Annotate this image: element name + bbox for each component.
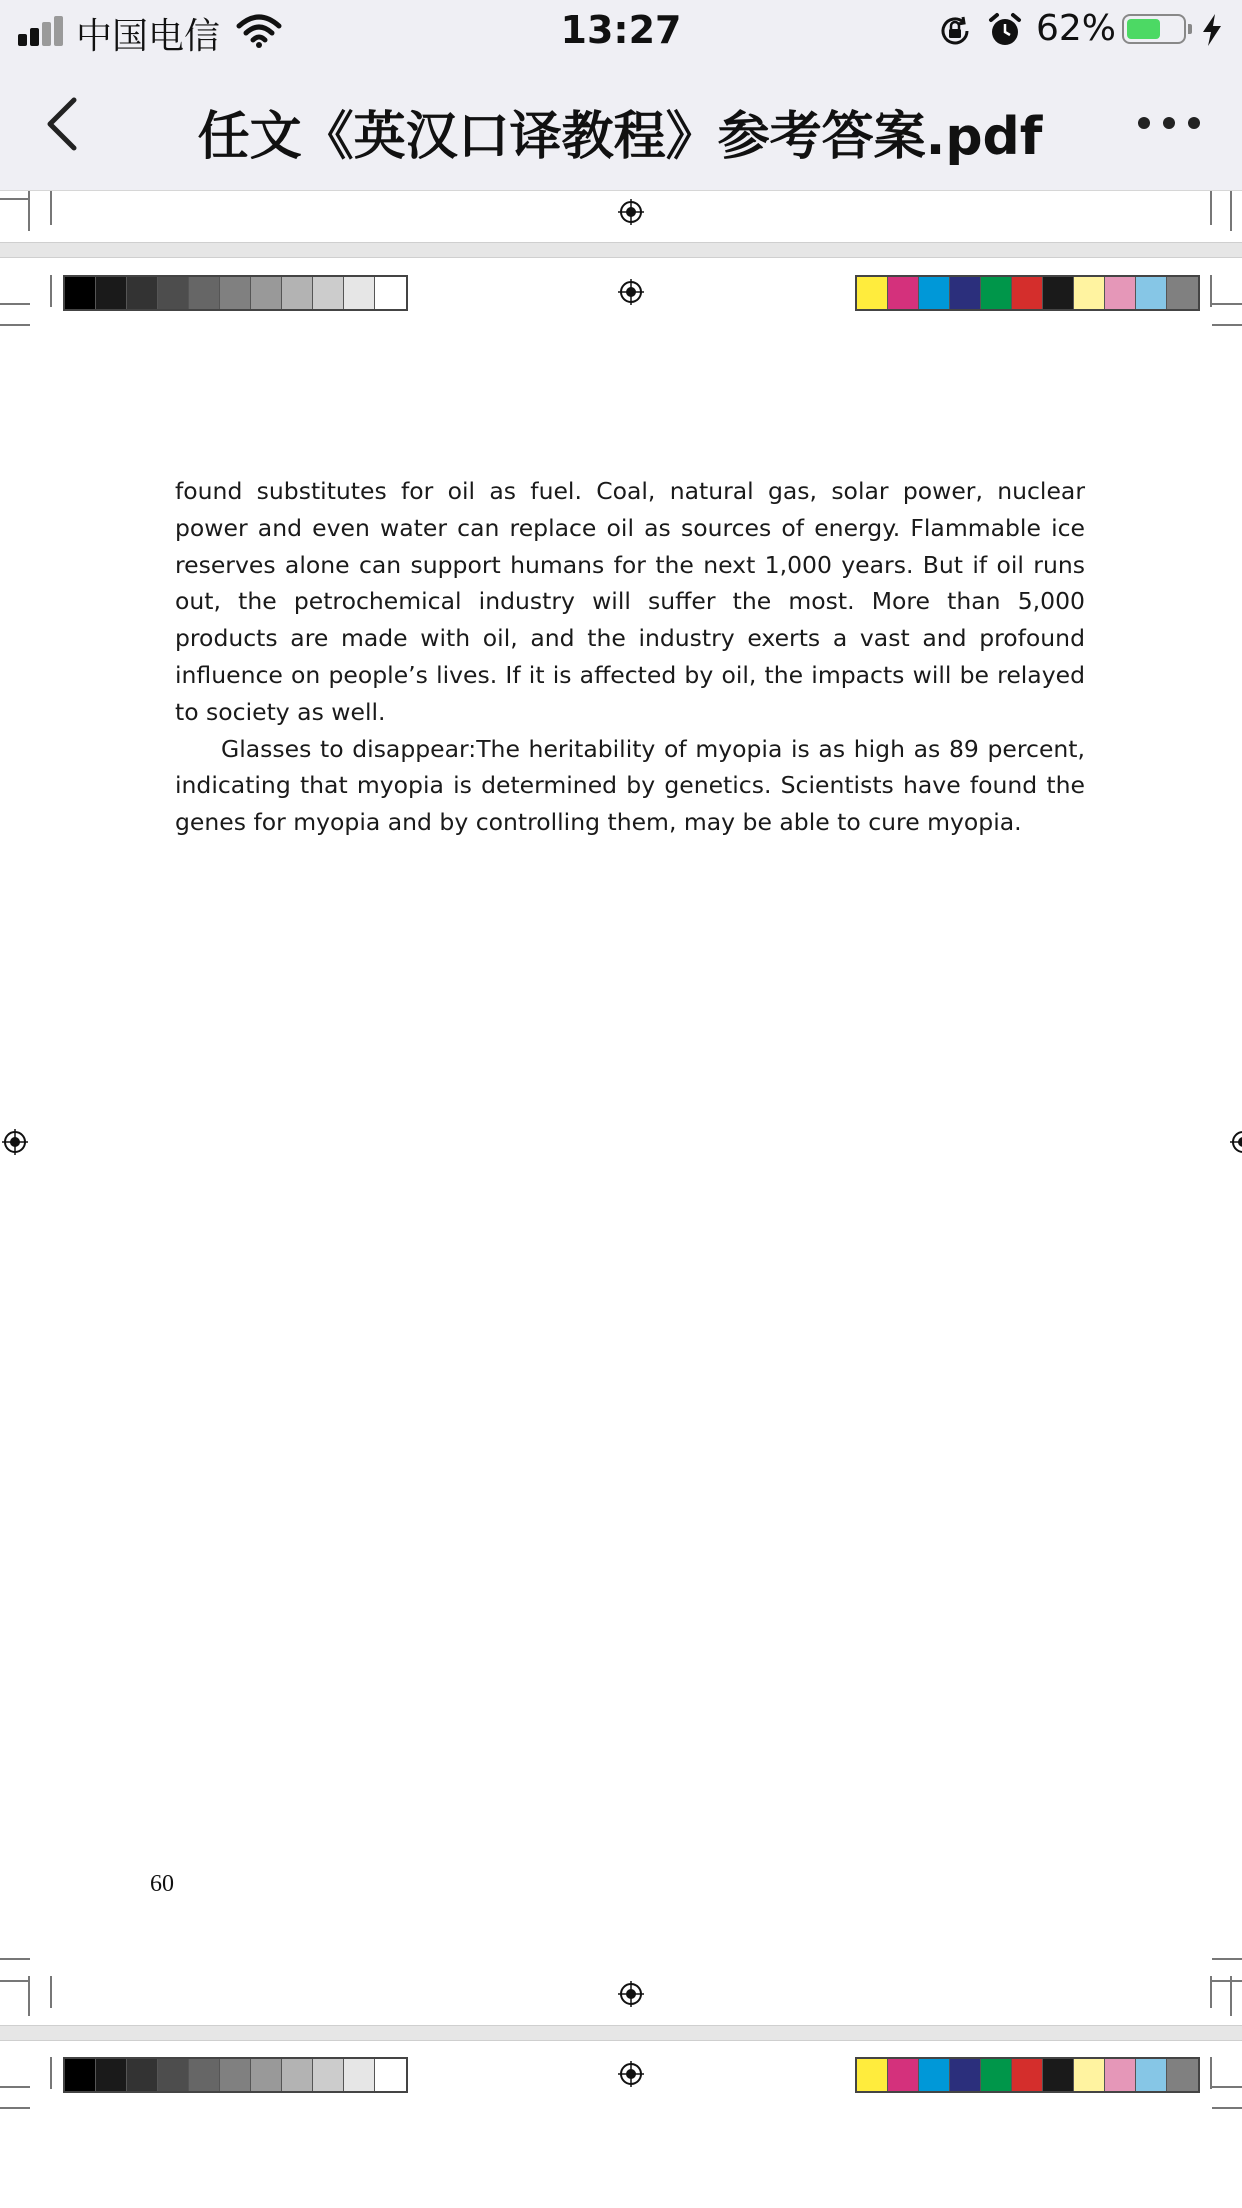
status-bar [0, 0, 1242, 64]
color-swatch [1043, 2059, 1074, 2091]
crop-mark [0, 2086, 30, 2088]
alarm-icon [988, 12, 1022, 48]
color-swatch [65, 277, 96, 309]
registration-target-icon [618, 199, 644, 225]
crop-mark [1212, 2107, 1242, 2109]
pdf-viewer[interactable] [0, 191, 1242, 2208]
color-swatch [981, 2059, 1012, 2091]
color-swatch [1105, 277, 1136, 309]
ellipsis-icon [1134, 108, 1204, 138]
crop-mark [50, 275, 52, 307]
registration-target-icon [618, 279, 644, 305]
color-swatch [375, 2059, 406, 2091]
crop-mark [1210, 2057, 1212, 2089]
document-title: 任文《英汉口译教程》参考答案.pdf [197, 107, 1043, 167]
battery-icon [1122, 14, 1186, 44]
color-swatch [189, 277, 220, 309]
color-swatch [950, 2059, 981, 2091]
crop-mark [50, 2057, 52, 2089]
color-swatch [1012, 2059, 1043, 2091]
registration-target-icon [1230, 1129, 1242, 1155]
status-time: 13:27 [560, 8, 682, 52]
crop-mark [0, 1958, 30, 1960]
color-swatch [344, 2059, 375, 2091]
color-swatch [1012, 277, 1043, 309]
color-swatch [344, 277, 375, 309]
top-bar [0, 0, 1242, 191]
chevron-left-icon [36, 94, 96, 154]
color-swatch [950, 277, 981, 309]
color-swatch [220, 2059, 251, 2091]
color-swatch [1136, 2059, 1167, 2091]
color-swatch [127, 2059, 158, 2091]
page-separator [0, 2025, 1242, 2041]
gray-color-bar [63, 2057, 408, 2093]
color-swatch [282, 2059, 313, 2091]
color-swatch [857, 2059, 888, 2091]
crop-mark [1210, 191, 1212, 225]
color-swatch [375, 277, 406, 309]
color-swatch [919, 277, 950, 309]
color-swatch [127, 277, 158, 309]
page-separator [0, 242, 1242, 258]
color-swatch [220, 277, 251, 309]
color-swatch [313, 2059, 344, 2091]
color-swatch [251, 277, 282, 309]
crop-mark [1210, 1976, 1212, 2008]
charging-bolt-icon [1200, 12, 1224, 48]
crop-mark [0, 1980, 30, 1982]
crop-mark [0, 324, 30, 326]
gray-color-bar [63, 275, 408, 311]
crop-mark [1210, 275, 1212, 307]
document-text [175, 473, 1085, 841]
crop-mark [28, 1976, 30, 2016]
color-swatch [96, 2059, 127, 2091]
crop-mark [0, 303, 30, 305]
page-number: 60 [150, 1871, 174, 1897]
color-swatch [1043, 277, 1074, 309]
cmyk-color-bar [855, 2057, 1200, 2093]
color-swatch [1074, 2059, 1105, 2091]
cmyk-color-bar [855, 275, 1200, 311]
color-swatch [981, 277, 1012, 309]
crop-mark [50, 191, 52, 225]
color-swatch [1136, 277, 1167, 309]
nav-bar [0, 64, 1242, 190]
orientation-lock-icon [938, 14, 972, 48]
color-swatch [919, 2059, 950, 2091]
registration-target-icon [618, 1981, 644, 2007]
color-swatch [158, 2059, 189, 2091]
registration-target-icon [618, 2061, 644, 2087]
color-swatch [65, 2059, 96, 2091]
crop-mark [1212, 2086, 1242, 2088]
crop-mark [1212, 303, 1242, 305]
paragraph: Glasses to disappear:The heritability of myopia is as high as 89 percent, indicating that myopia is determined by genetics. Scientists have found the genes for myopia and by controlling them, may be able to cure myopia. [175, 734, 1085, 837]
color-swatch [251, 2059, 282, 2091]
crop-mark [1212, 1980, 1242, 1982]
color-swatch [888, 277, 919, 309]
crop-mark [1230, 1976, 1232, 2016]
crop-mark [1230, 191, 1232, 231]
carrier-name: 中国电信 [76, 16, 221, 57]
color-swatch [1167, 277, 1198, 309]
back-button[interactable] [36, 94, 96, 154]
battery-percent: 62% [1036, 8, 1117, 49]
registration-target-icon [2, 1129, 28, 1155]
color-swatch [282, 277, 313, 309]
crop-mark [1212, 324, 1242, 326]
color-swatch [189, 2059, 220, 2091]
color-swatch [158, 277, 189, 309]
crop-mark [50, 1976, 52, 2008]
crop-mark [0, 198, 30, 200]
color-swatch [96, 277, 127, 309]
color-swatch [1105, 2059, 1136, 2091]
color-swatch [1167, 2059, 1198, 2091]
paragraph: found substitutes for oil as fuel. Coal, natural gas, solar power, nuclear power and even water can replace oil as sources of energy. Flammable ice reserves alone can support humans for the next 1,000 years. But if oil runs out, the petrochemical industry will suffer the most. More than 5,000 products are made with oil, and the industry exerts a vast and profound influence on people’s lives. If it is affected by oil, the impacts will be relayed to society as well. [175, 477, 1085, 726]
color-swatch [888, 2059, 919, 2091]
more-button[interactable] [1134, 108, 1204, 138]
color-swatch [857, 277, 888, 309]
crop-mark [28, 191, 30, 231]
crop-mark [1212, 1958, 1242, 1960]
crop-mark [0, 2107, 30, 2109]
color-swatch [1074, 277, 1105, 309]
color-swatch [313, 277, 344, 309]
